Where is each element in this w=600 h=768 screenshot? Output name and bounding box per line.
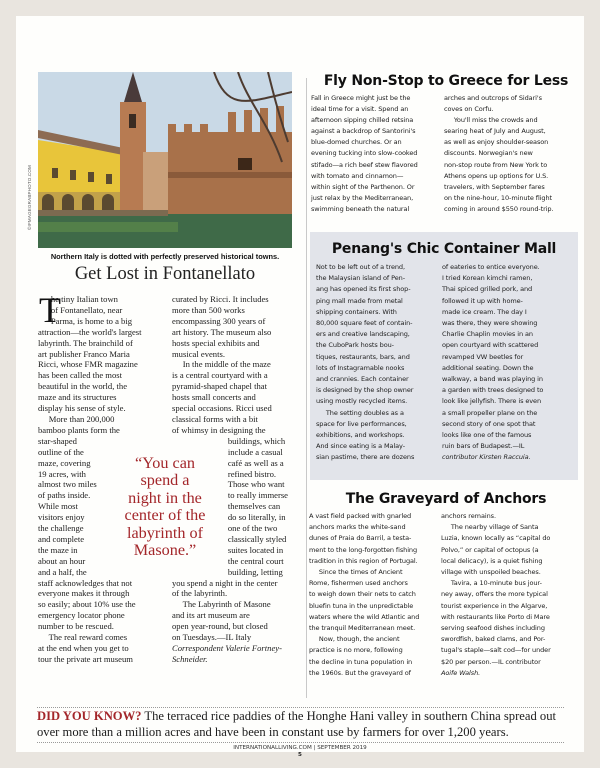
anchors-column-1 bbox=[309, 511, 441, 679]
text-line: the CuboPark hosts bou- bbox=[316, 341, 394, 350]
text-line: and a half, the bbox=[38, 566, 87, 577]
text-line: staff acknowledges that not bbox=[38, 577, 133, 588]
text-line: lots of Instagramable nooks bbox=[316, 363, 405, 372]
did-you-know-label: DID YOU KNOW? bbox=[37, 709, 142, 723]
text-line: contributor Kirsten Raccuia. bbox=[442, 453, 531, 462]
text-line: refined bistro. bbox=[172, 468, 277, 479]
text-line: And since eating is a Malay- bbox=[316, 442, 405, 451]
text-line: coming in around $550 round-trip. bbox=[444, 204, 554, 213]
text-line: as well as enjoy shoulder-season bbox=[444, 138, 549, 147]
text-line: arches and outcrops of Sidari's bbox=[444, 94, 542, 102]
text-line: art history. The museum also bbox=[172, 326, 272, 337]
text-line: ment to the long-forgotten fishing bbox=[309, 545, 418, 554]
text-line: beautiful in the world, the bbox=[38, 381, 128, 392]
greece-column-1 bbox=[311, 93, 443, 215]
text-line: include a casual bbox=[172, 446, 283, 457]
text-line: of the labyrinth. bbox=[172, 588, 228, 599]
text-line: coves on Corfu. bbox=[444, 105, 494, 114]
text-line: suites located in bbox=[172, 544, 284, 555]
text-line: stifado—a rich beef stew flavored bbox=[311, 160, 418, 169]
text-line: tugal's staple—salt cod—for under bbox=[441, 646, 551, 655]
text-line: everyone makes it through bbox=[38, 588, 130, 599]
text-line: tradition in this region of Portugal. bbox=[309, 556, 418, 565]
text-line: of eateries to entice everyone. bbox=[442, 263, 540, 271]
anchors-headline: The Graveyard of Anchors bbox=[345, 491, 547, 507]
text-line: ruin bars of Budapest.—IL bbox=[442, 442, 525, 451]
text-line: outline of the bbox=[38, 446, 84, 457]
text-line: star-shaped bbox=[38, 435, 77, 446]
text-line: Athens opens up options for U.S. bbox=[444, 171, 549, 180]
did-you-know-line-1: The terraced rice paddies of the Honghe Hani valley in southern China spread out bbox=[141, 709, 557, 723]
text-line: revamped VW beetles for bbox=[442, 352, 524, 361]
text-line: within sight of the Parthenon. Or bbox=[311, 182, 415, 191]
text-line: musical events. bbox=[172, 348, 225, 359]
did-you-know bbox=[37, 709, 567, 740]
text-line: made ice cream. The day I bbox=[442, 307, 527, 316]
penang-headline: Penang's Chic Container Mall bbox=[331, 241, 557, 257]
castle-illustration bbox=[38, 72, 292, 248]
text-line: anchors marks the white-sand bbox=[309, 523, 406, 532]
text-line: on the nine-hour, 10-minute flight bbox=[444, 193, 553, 202]
text-line: Polvo,” or capital of octopus (a bbox=[441, 545, 539, 554]
text-line: attraction—the world's largest bbox=[38, 326, 142, 337]
text-line: classical forms with a bit bbox=[172, 413, 258, 424]
text-line: Parma, is home to a big bbox=[38, 315, 133, 326]
text-line: look like jellyfish. There is even bbox=[442, 397, 542, 406]
text-line: about an hour bbox=[38, 555, 86, 566]
footer-text: INTERNATIONALLIVING.COM | SEPTEMBER 2019 bbox=[233, 745, 367, 751]
text-line: ideal time for a visit. Spend an bbox=[311, 105, 409, 114]
text-line: The Labyrinth of Masone bbox=[172, 599, 271, 610]
text-line: Now, though, the ancient bbox=[309, 635, 400, 644]
text-line: sian pastime, there are dozens bbox=[316, 453, 415, 462]
text-line: Ricci, whose FMR magazine bbox=[38, 359, 138, 370]
text-line: of paths inside. bbox=[38, 490, 91, 501]
text-line: space for live performances, bbox=[316, 419, 407, 428]
text-line: visitors enjoy bbox=[38, 512, 85, 523]
text-line: travelers, with September fares bbox=[444, 182, 545, 191]
text-line: In the middle of the maze bbox=[172, 359, 271, 370]
text-line: additional seating. Down the bbox=[442, 363, 534, 372]
text-line: waters where the wild Atlantic and bbox=[309, 612, 420, 621]
text-line: I tried Korean kimchi ramen, bbox=[442, 274, 533, 283]
text-line: evening tucking into slow-cooked bbox=[311, 149, 418, 158]
text-line: building, letting bbox=[172, 566, 283, 577]
text-line: searing heat of July and August, bbox=[444, 127, 546, 136]
text-line: is a central courtyard with a bbox=[172, 370, 268, 381]
text-line: with tomato and cinnamon— bbox=[311, 171, 404, 180]
text-line: tour the private art museum bbox=[38, 653, 133, 664]
text-line: themselves can bbox=[172, 501, 281, 512]
text-line: practice is no more, following bbox=[309, 646, 403, 655]
text-line: bamboo plants form the bbox=[38, 424, 120, 435]
text-line: afternoon sipping chilled retsina bbox=[311, 116, 414, 125]
text-line: serving seafood dishes including bbox=[441, 624, 545, 633]
pull-quote: “You can spend a night in the center of the labyrinth of Masone.” bbox=[124, 454, 206, 560]
text-line: dunes of Praia do Barril, a testa- bbox=[309, 534, 412, 543]
text-line: one of the two bbox=[172, 523, 278, 534]
text-line: and complete bbox=[38, 533, 85, 544]
text-line: emergency locator phone bbox=[38, 610, 125, 621]
text-line: number to be rescued. bbox=[38, 621, 114, 632]
text-line: labyrinth. The brainchild of bbox=[38, 337, 133, 348]
drop-cap: T bbox=[39, 290, 61, 330]
photo-credit bbox=[24, 120, 34, 230]
text-line: pyramid-shaped chapel that bbox=[172, 381, 267, 392]
text-line: Those who want bbox=[172, 479, 285, 490]
divider-dotted-bottom bbox=[37, 742, 564, 743]
text-line: with restaurants like Porto di Mare bbox=[441, 612, 550, 621]
text-line: the challenge bbox=[38, 523, 84, 534]
text-line: hosts special exhibits and bbox=[172, 337, 260, 348]
text-line: 19 acres, with bbox=[38, 468, 86, 479]
text-line: using mostly recycled items. bbox=[316, 397, 408, 406]
page-number: 5 bbox=[298, 752, 302, 758]
text-line: classically styled bbox=[172, 533, 287, 544]
text-line: maze, covering bbox=[38, 457, 91, 468]
photo-credit-text: ©IFMAGEGRABPHOTO.COM bbox=[27, 165, 32, 230]
text-line: and crannies. Each container bbox=[316, 375, 409, 384]
text-line: on Tuesdays.—IL Italy bbox=[172, 632, 252, 643]
text-line: open courtyard with scattered bbox=[442, 341, 539, 350]
divider-dotted-top bbox=[37, 707, 564, 708]
text-line: looks like one of the famous bbox=[442, 431, 532, 440]
text-line: against a backdrop of Santorini's bbox=[311, 127, 416, 136]
text-line: just relax by the Mediterranean, bbox=[311, 193, 414, 202]
text-line: A vast field packed with gnarled bbox=[309, 512, 412, 520]
text-line: Tavira, a 10-minute bus jour- bbox=[441, 579, 542, 588]
text-line: Luzia, known locally as “capital do bbox=[441, 534, 551, 543]
text-line: almost two miles bbox=[38, 479, 97, 490]
text-line: second story of one spot that bbox=[442, 419, 536, 428]
text-line: swordfish, baked clams, and Por- bbox=[441, 635, 546, 644]
text-line: exhibitions, and workshops. bbox=[316, 431, 405, 440]
text-line: Thai spiced grilled pork, and bbox=[442, 285, 533, 294]
text-line: you spend a night in the center bbox=[172, 577, 278, 588]
fontanellato-photo bbox=[38, 72, 292, 248]
text-line: at the end when you get to bbox=[38, 643, 129, 653]
text-line: more than 500 works bbox=[172, 304, 245, 315]
text-line: to weigh down their nets to catch bbox=[309, 590, 416, 599]
text-line: so easily; about 10% use the bbox=[38, 599, 136, 610]
text-line: special occasions. Ricci used bbox=[172, 403, 272, 414]
text-line: hosts small concerts and bbox=[172, 392, 256, 403]
column-divider bbox=[306, 78, 307, 698]
text-line: a garden with trees designed to bbox=[442, 386, 544, 395]
text-line: the central court bbox=[172, 555, 284, 566]
text-line: buildings, which bbox=[172, 435, 286, 446]
greece-headline: Fly Non-Stop to Greece for Less bbox=[323, 73, 569, 89]
text-line: swimming beneath the natural bbox=[311, 204, 410, 213]
text-line: Charlie Chaplin movies in an bbox=[442, 330, 533, 339]
text-line: open year-round, but closed bbox=[172, 621, 268, 632]
penang-column-2 bbox=[442, 262, 572, 464]
text-line: the tranquil Mediterranean meet. bbox=[309, 624, 416, 633]
penang-column-1 bbox=[316, 262, 446, 464]
text-line: of Fontanellato, near bbox=[38, 304, 123, 315]
text-line: ang has opened its first shop- bbox=[316, 285, 411, 294]
text-line: bluefin tuna in the unpredictable bbox=[309, 601, 414, 610]
text-line: More than 200,000 bbox=[38, 413, 115, 424]
text-line: maze and its structures bbox=[38, 392, 117, 403]
text-line: Rome, fishermen used anchors bbox=[309, 579, 408, 588]
text-line: Not to be left out of a trend, bbox=[316, 263, 405, 271]
text-line: to really immerse bbox=[172, 490, 288, 501]
text-line: the maze in bbox=[38, 544, 78, 555]
text-line: café as well as a bbox=[172, 457, 284, 468]
text-line: the Malaysian island of Pen- bbox=[316, 274, 405, 283]
text-line: walkway, a band was playing in bbox=[442, 375, 543, 384]
text-line: is designed by the shop owner bbox=[316, 386, 414, 395]
text-line: blue-domed churches. Or an bbox=[311, 138, 402, 147]
text-line: the 1960s. But the graveyard of bbox=[309, 668, 411, 677]
text-line: Schneider. bbox=[172, 653, 208, 664]
text-line: You'll miss the crowds and bbox=[444, 116, 538, 125]
fontanellato-headline: Get Lost in Fontanellato bbox=[74, 264, 256, 284]
text-line: art publisher Franco Maria bbox=[38, 348, 130, 359]
text-line: $20 per person.—IL contributor bbox=[441, 657, 541, 666]
text-line: shipping containers. With bbox=[316, 307, 397, 316]
text-line: has been called the most bbox=[38, 370, 122, 381]
text-line: village with unspoiled beaches. bbox=[441, 568, 541, 577]
greece-column-2 bbox=[444, 93, 578, 215]
anchors-column-2 bbox=[441, 511, 575, 679]
text-line: the decline in tuna population in bbox=[309, 657, 413, 666]
text-line: tiques, restaurants, bars, and bbox=[316, 352, 410, 361]
text-line: ney away, offers the more typical bbox=[441, 590, 548, 599]
text-line: Fall in Greece might just be the bbox=[311, 94, 411, 102]
text-line: was there, they were showing bbox=[442, 319, 538, 328]
text-line: curated by Ricci. It includes bbox=[172, 294, 269, 304]
text-line: local delicacy), is a quiet fishing bbox=[441, 556, 543, 565]
text-line: The setting doubles as a bbox=[316, 408, 404, 417]
text-line: tourist experience in the Algarve, bbox=[441, 601, 548, 610]
text-line: The real reward comes bbox=[38, 632, 128, 643]
text-line: Correspondent Valerie Fortney- bbox=[172, 643, 282, 653]
text-line: he tiny Italian town bbox=[38, 294, 118, 304]
text-line: a small propeller plane on the bbox=[442, 408, 538, 417]
text-line: anchors remains. bbox=[441, 512, 496, 520]
text-line: ping mall made from metal bbox=[316, 296, 403, 305]
text-line: followed it up with home- bbox=[442, 296, 523, 305]
text-line: The nearby village of Santa bbox=[441, 523, 539, 532]
text-line: 80,000 square feet of contain- bbox=[316, 319, 413, 328]
text-line: of whimsy in designing the bbox=[172, 424, 266, 435]
text-line: ers and creative landscaping, bbox=[316, 330, 410, 339]
text-line: non-stop route from New York to bbox=[444, 160, 548, 169]
photo-caption: Northern Italy is dotted with perfectly preserved historical towns. bbox=[50, 252, 280, 261]
text-line: Aoife Walsh. bbox=[441, 668, 481, 677]
text-line: and its art museum are bbox=[172, 610, 250, 621]
text-line: discounts. Norwegian's new bbox=[444, 149, 533, 158]
did-you-know-line-2: over more than a million acres and have been in constant use by farmers for over 1,200 years. bbox=[37, 724, 509, 739]
text-line: encompassing 300 years of bbox=[172, 315, 266, 326]
text-line: display his sense of style. bbox=[38, 403, 126, 414]
text-line: do so literally, in bbox=[172, 512, 286, 523]
text-line: Since the times of Ancient bbox=[309, 568, 403, 577]
text-line: While most bbox=[38, 501, 78, 512]
